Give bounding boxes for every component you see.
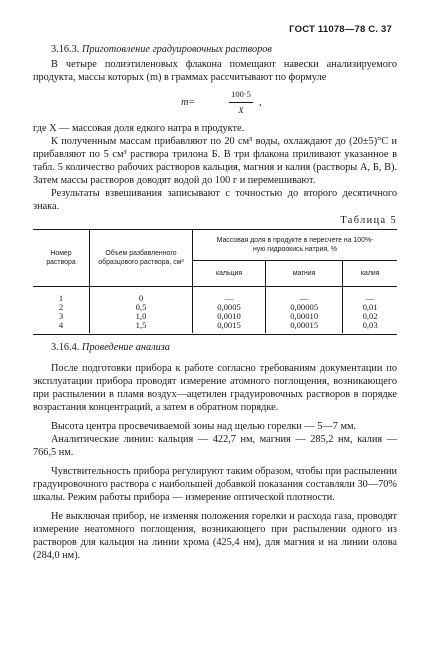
section-title: Приготовление градуировочных растворов bbox=[81, 44, 272, 55]
section-title: Проведение анализа bbox=[81, 342, 170, 353]
col-header-magnesium: магния bbox=[266, 261, 343, 287]
col-header-group: Массовая доля в продукте в пересчете на 100%-ную гидроокись натрия, % bbox=[193, 230, 398, 261]
cell-calcium: 0,0015 bbox=[193, 321, 266, 333]
cell-potassium: 0,03 bbox=[343, 321, 397, 333]
paragraph: Аналитические линии: кальция — 422,7 нм, магния — 285,2 нм, калия — 766,5 нм. bbox=[33, 434, 397, 458]
cell-number: 2 bbox=[58, 302, 64, 312]
formula-denominator: X bbox=[238, 105, 244, 115]
paragraph: К полученным массам прибавляют по 20 см³ воды, охлаждают до (20±5)°С и прибавляют по 5 см³ раствора трилона Б. В три флакона приливают указанное в табл. 5 количество рабочих растворов кальция, магния и калия (растворы А, Б, В). Затем массы растворов доводят водой до 100 г и перемешивают. bbox=[33, 136, 397, 186]
col-header-volume: Объем разбавленного образцового раствора, см³ bbox=[90, 230, 193, 287]
formula-fraction bbox=[229, 88, 253, 117]
cell-volume: 1,0 bbox=[90, 312, 193, 321]
paragraph: В четыре полиэтиленовых флакона помещают навески анализируемого продукта, массы которых (m) в граммах рассчитывают по формуле bbox=[33, 59, 397, 83]
cell-magnesium: — bbox=[266, 287, 343, 304]
cell-potassium: — bbox=[343, 287, 397, 304]
paragraph: Чувствительность прибора регулируют таким образом, чтобы при распылении градуировочного раствора с наибольшей добавкой показания составляли 30—70% шкалы. Режим работы прибора — измерение оптической плотности. bbox=[33, 466, 397, 503]
page-content bbox=[33, 43, 397, 562]
cell-number: 4 bbox=[58, 320, 64, 330]
col-header-calcium: кальция bbox=[193, 261, 266, 287]
cell-number: 3 bbox=[58, 311, 64, 321]
cell-volume: 1,5 bbox=[90, 321, 193, 333]
section-heading bbox=[51, 43, 397, 56]
cell-magnesium: 0,00005 bbox=[266, 303, 343, 312]
cell-calcium: 0,0005 bbox=[193, 303, 266, 312]
cell-volume: 0 bbox=[90, 287, 193, 304]
paragraph: где X — массовая доля едкого натра в продукте. bbox=[33, 123, 245, 134]
table-row bbox=[33, 287, 397, 304]
section-number: 3.16.4. bbox=[51, 342, 80, 353]
table-5 bbox=[33, 229, 397, 335]
cell-magnesium: 0,00010 bbox=[266, 312, 343, 321]
table-caption: Таблица 5 bbox=[340, 215, 397, 226]
col-header-potassium: калия bbox=[343, 261, 397, 287]
cell-potassium: 0,02 bbox=[343, 312, 397, 321]
cell-magnesium: 0,00015 bbox=[266, 321, 343, 333]
page-header: ГОСТ 11078—78 С. 37 bbox=[289, 24, 392, 35]
paragraph: Не выключая прибор, не изменяя положения горелки и расхода газа, проводят измерение неатомного поглощения, возникающего при распылении одного из растворов для кальция на линии хрома (425,4 нм), для магния и на линии олова (284,0 нм). bbox=[33, 511, 397, 561]
cell-potassium: 0,01 bbox=[343, 303, 397, 312]
table-header-row bbox=[33, 230, 397, 261]
col-header-number: Номер раствора bbox=[33, 230, 90, 287]
paragraph: Результаты взвешивания записывают с точностью до второго десятичного знака. bbox=[33, 188, 397, 212]
cell-number: 1 bbox=[58, 293, 64, 303]
formula-numerator: 100·5 bbox=[229, 88, 253, 103]
section-heading bbox=[51, 341, 397, 354]
cell-volume: 0,5 bbox=[90, 303, 193, 312]
section-number: 3.16.3. bbox=[51, 44, 80, 55]
formula-tail: , bbox=[259, 97, 262, 108]
table-row bbox=[33, 312, 397, 321]
paragraph: После подготовки прибора к работе согласно требованиям документации по эксплуатации прибора проводят измерение атомного поглощения, возникающего при распылении в пламя воздух—ацетилен градуировочных растворов в порядке возрастания концентраций, а затем в обратном порядке. bbox=[33, 363, 397, 413]
cell-calcium: — bbox=[193, 287, 266, 304]
table-row bbox=[33, 303, 397, 312]
cell-calcium: 0,0010 bbox=[193, 312, 266, 321]
table-row bbox=[33, 321, 397, 333]
formula bbox=[33, 86, 397, 120]
paragraph: Высота центра просвечиваемой зоны над щелью горелки — 5—7 мм. bbox=[51, 421, 357, 432]
formula-lhs: m= bbox=[181, 97, 196, 108]
